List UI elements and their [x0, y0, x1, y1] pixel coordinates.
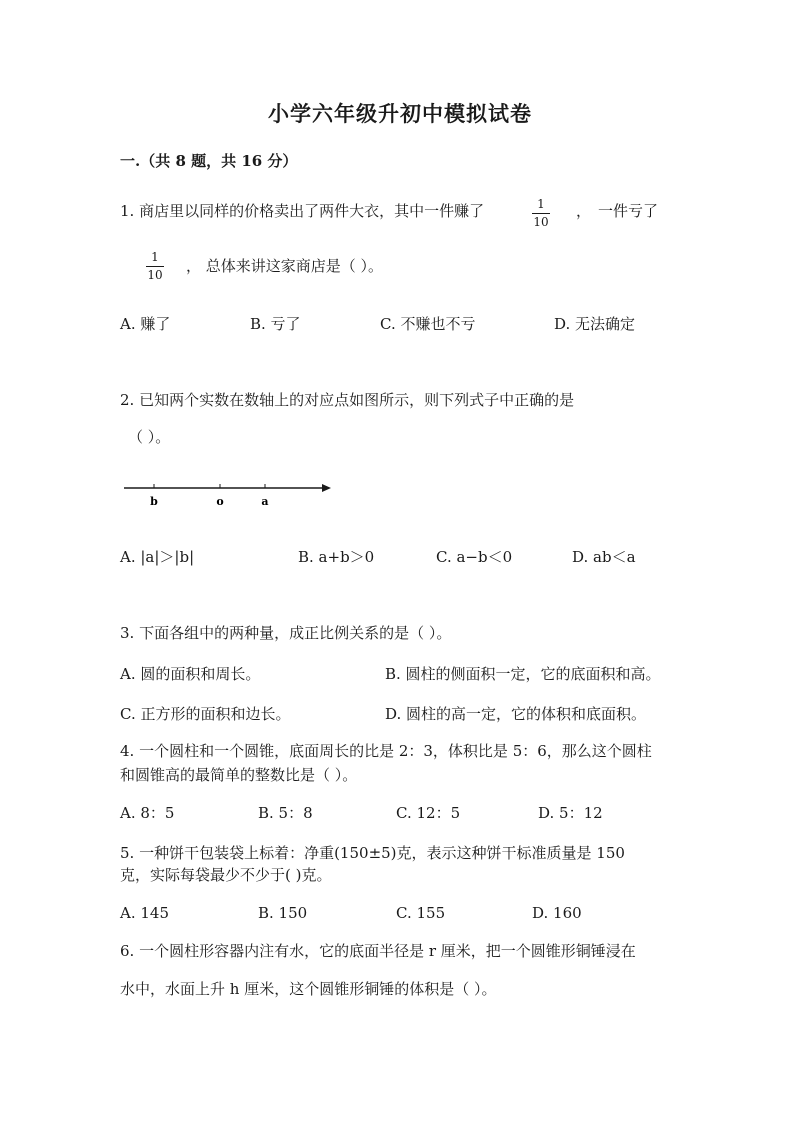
label-b: b	[150, 495, 158, 508]
q5-text-line1: 5. 一种饼干包装袋上标着：净重(150±5)克，表示这种饼干标准质量是 150	[120, 844, 625, 862]
q1-text-part3: ， 总体来讲这家商店是（ ）。	[186, 257, 384, 275]
q3-option-d: D. 圆柱的高一定，它的体积和底面积。	[385, 705, 647, 723]
q6-text-line1: 6. 一个圆柱形容器内注有水，它的底面半径是 r 厘米，把一个圆锥形铜锤浸在	[120, 942, 636, 960]
q1-option-b: B. 亏了	[250, 315, 301, 333]
q4-option-a: A. 8：5	[120, 804, 175, 822]
q4-option-b: B. 5：8	[258, 804, 313, 822]
q1-fraction-1-denominator: 10	[533, 215, 549, 229]
number-line-arrow-icon	[322, 484, 331, 492]
q3-option-b: B. 圆柱的侧面积一定，它的底面积和高。	[385, 665, 661, 683]
number-line	[120, 478, 335, 514]
q5-text-line2: 克，实际每袋最少不少于( )克。	[120, 866, 332, 884]
q1-option-d: D. 无法确定	[554, 315, 636, 333]
q1-comma: ，	[576, 202, 592, 220]
label-a: a	[261, 495, 269, 508]
q2-option-b: B. a+b＞0	[298, 548, 375, 566]
q4-text-line1: 4. 一个圆柱和一个圆锥，底面周长的比是 2：3，体积比是 5：6，那么这个圆柱	[120, 742, 652, 760]
q2-text-line2: （ ）。	[128, 428, 171, 446]
q1-fraction-2	[146, 251, 164, 282]
q3-option-a: A. 圆的面积和周长。	[120, 665, 261, 683]
q2-option-d: D. ab＜a	[572, 548, 636, 566]
q1-fraction-1-numerator: 1	[537, 197, 545, 211]
q1-fraction-1	[532, 198, 550, 229]
q5-option-d: D. 160	[532, 904, 582, 922]
q5-option-c: C. 155	[396, 904, 446, 922]
q1-option-c: C. 不赚也不亏	[380, 315, 476, 333]
q3-text-line1: 3. 下面各组中的两种量，成正比例关系的是（ ）。	[120, 624, 452, 642]
q5-option-a: A. 145	[120, 904, 169, 922]
q1-text-part1: 1. 商店里以同样的价格卖出了两件大衣，其中一件赚了	[120, 202, 485, 220]
q2-option-a: A. |a|＞|b|	[120, 548, 195, 566]
q3-option-c: C. 正方形的面积和边长。	[120, 705, 291, 723]
q1-text-part2: 一件亏了	[598, 202, 659, 220]
section-heading: 一.（共 8 题，共 16 分）	[120, 152, 298, 170]
fraction-bar	[532, 213, 550, 214]
label-o: o	[216, 495, 224, 508]
q6-text-line2: 水中，水面上升 h 厘米，这个圆锥形铜锤的体积是（ ）。	[120, 980, 497, 998]
q1-fraction-2-numerator: 1	[151, 250, 159, 264]
fraction-bar	[146, 266, 164, 267]
q4-option-d: D. 5：12	[538, 804, 603, 822]
q1-option-a: A. 赚了	[120, 315, 171, 333]
q2-text-line1: 2. 已知两个实数在数轴上的对应点如图所示，则下列式子中正确的是	[120, 391, 575, 409]
q4-text-line2: 和圆锥高的最简单的整数比是（ ）。	[120, 766, 358, 784]
page-title: 小学六年级升初中模拟试卷	[268, 101, 532, 126]
q5-option-b: B. 150	[258, 904, 308, 922]
q2-option-c: C. a−b＜0	[436, 548, 513, 566]
q4-option-c: C. 12：5	[396, 804, 461, 822]
q1-fraction-2-denominator: 10	[147, 268, 163, 282]
